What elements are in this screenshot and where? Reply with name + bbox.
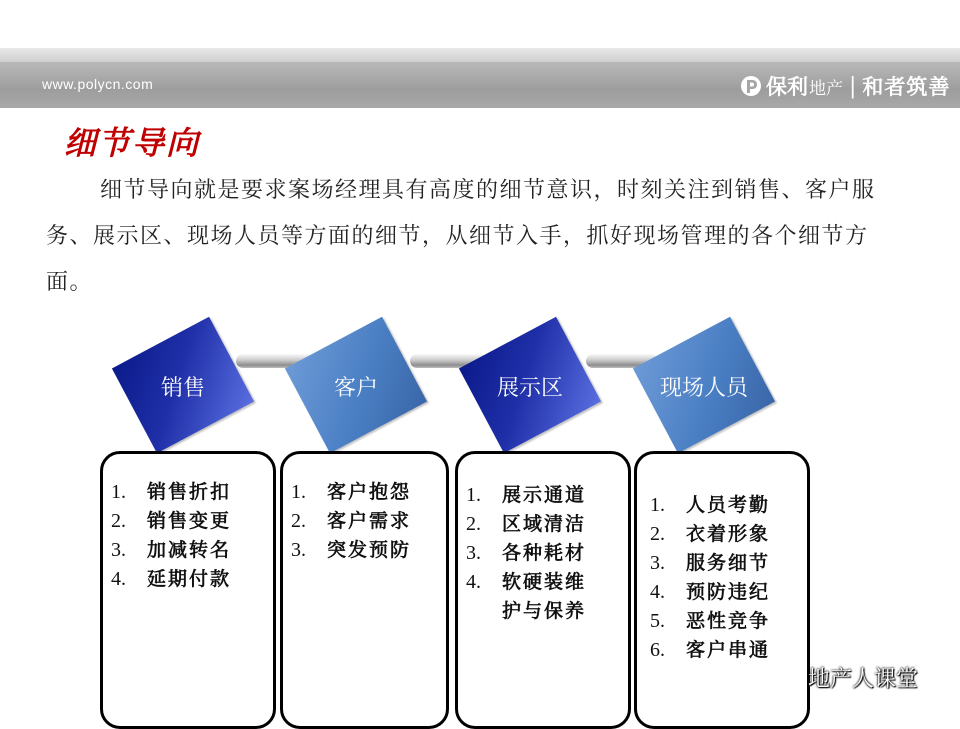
list-item-text: 销售折扣	[147, 481, 232, 503]
list-item-text: 加减转名	[147, 539, 232, 561]
list-item	[291, 536, 446, 565]
list-item	[111, 536, 273, 565]
brand-slogan: 和者筑善	[862, 74, 951, 99]
brand-divider: |	[849, 73, 857, 99]
category-label: 客户	[333, 375, 378, 400]
list-item-text: 软硬装维	[502, 571, 587, 593]
list-item-number	[466, 597, 502, 626]
category-item-box	[100, 451, 276, 729]
list-item-number: 3.	[111, 539, 126, 561]
list-item-text: 销售变更	[147, 510, 232, 532]
item-list	[637, 454, 807, 665]
wechat-icon	[766, 663, 804, 693]
list-item-number: 3.	[650, 552, 665, 574]
list-item-text: 突发预防	[327, 539, 412, 561]
list-item	[111, 565, 273, 594]
intro-paragraph: 细节导向就是要求案场经理具有高度的细节意识，时刻关注到销售、客户服务、展示区、现场人员等方面的细节，从细节入手，抓好现场管理的各个细节方面。	[46, 178, 876, 295]
list-item	[466, 539, 628, 568]
list-item-text: 恶性竞争	[686, 610, 771, 632]
list-item-number: 2.	[111, 510, 126, 532]
list-item	[466, 597, 628, 626]
list-item-number: 1.	[650, 494, 665, 516]
list-item-number: 6.	[650, 639, 665, 661]
list-item-number: 2.	[466, 513, 481, 535]
brand-sub: 地产	[809, 78, 843, 99]
list-item	[291, 507, 446, 536]
list-item	[650, 636, 807, 665]
list-item-text: 衣着形象	[686, 523, 771, 545]
list-item-text: 展示通道	[502, 484, 587, 506]
list-item-text: 护与保养	[502, 600, 587, 622]
list-item-number: 2.	[650, 523, 665, 545]
list-item-number: 5.	[650, 610, 665, 632]
list-item	[466, 510, 628, 539]
list-item-text: 延期付款	[147, 568, 232, 590]
list-item-number: 3.	[466, 542, 481, 564]
category-label: 展示区	[496, 375, 563, 400]
list-item-number: 1.	[291, 481, 306, 503]
list-item-number: 1.	[111, 481, 126, 503]
list-item	[650, 520, 807, 549]
list-item-text: 客户抱怨	[327, 481, 412, 503]
list-item	[650, 578, 807, 607]
item-list	[458, 454, 628, 626]
list-item	[111, 507, 273, 536]
category-item-box	[455, 451, 631, 729]
list-item-text: 人员考勤	[686, 494, 771, 516]
list-item	[466, 568, 628, 597]
list-item-text: 预防违纪	[686, 581, 771, 603]
list-item	[650, 607, 807, 636]
list-item-text: 区域清洁	[502, 513, 587, 535]
list-item-number: 3.	[291, 539, 306, 561]
list-item-number: 1.	[466, 484, 481, 506]
list-item-text: 服务细节	[686, 552, 771, 574]
watermark	[766, 662, 918, 693]
list-item-number: 4.	[111, 568, 126, 590]
category-item-box	[280, 451, 449, 729]
watermark-text: 地产人课堂	[808, 667, 919, 692]
list-item	[650, 491, 807, 520]
category-label: 现场人员	[659, 375, 748, 400]
brand-name: 保利	[766, 74, 808, 99]
list-item	[650, 549, 807, 578]
site-url[interactable]: www.polycn.com	[42, 76, 154, 92]
list-item	[111, 478, 273, 507]
list-item	[466, 481, 628, 510]
item-list	[103, 454, 273, 594]
list-item-number: 4.	[466, 571, 481, 593]
list-item-text: 客户串通	[686, 639, 771, 661]
list-item-number: 4.	[650, 581, 665, 603]
section-title: 细节导向	[64, 124, 201, 162]
list-item	[291, 478, 446, 507]
list-item-text: 各种耗材	[502, 542, 587, 564]
category-label: 销售	[160, 375, 205, 400]
list-item-number: 2.	[291, 510, 306, 532]
list-item-text: 客户需求	[327, 510, 412, 532]
item-list	[283, 454, 446, 565]
